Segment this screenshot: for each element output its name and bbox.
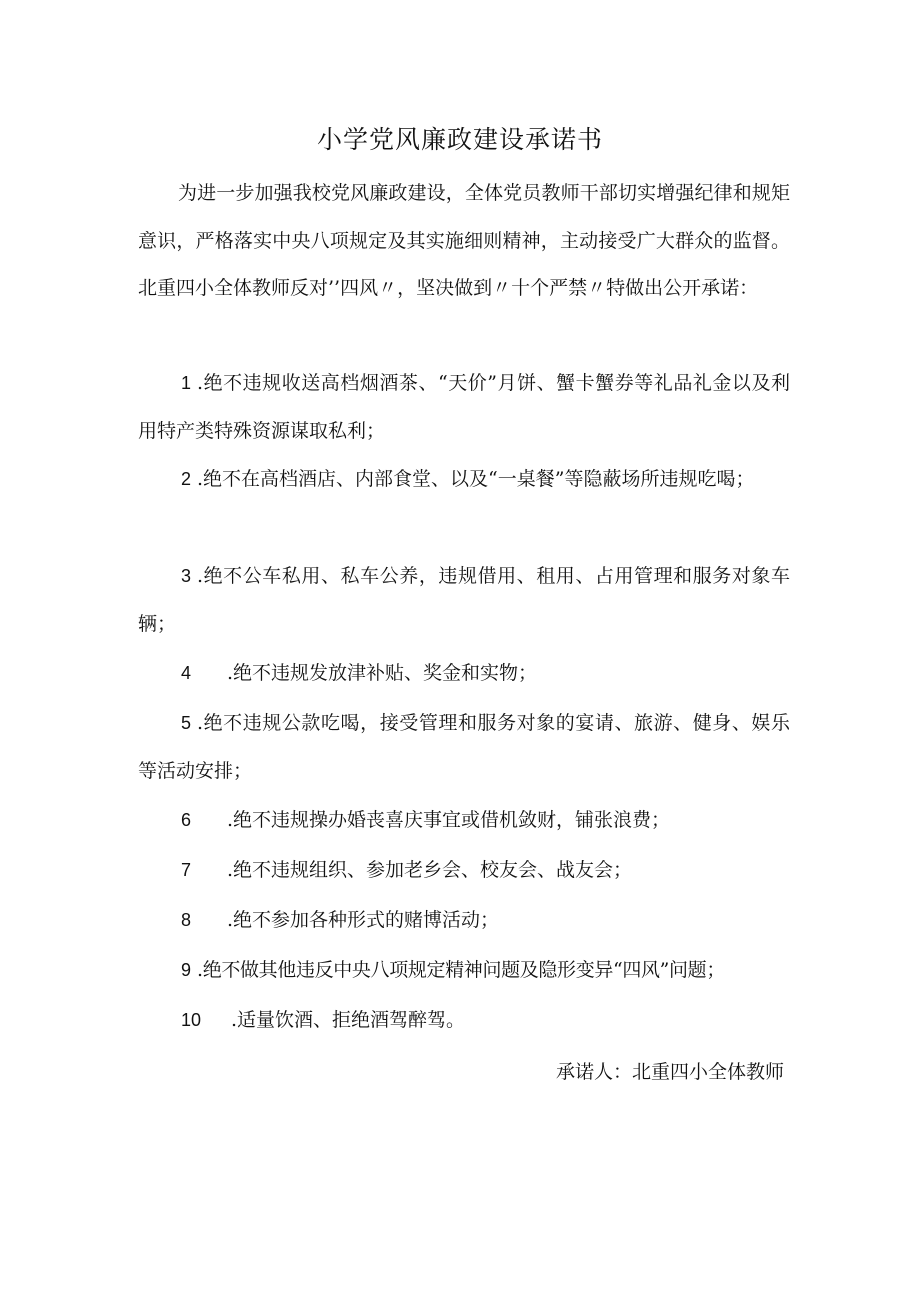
pledge-text: .绝不在高档酒店、内部食堂、以及“一桌餐”等隐蔽场所违规吃喝； — [197, 468, 755, 490]
pledge-text: .绝不违规发放津补贴、奖金和实物； — [227, 662, 538, 684]
pledge-text: .绝不违规操办婚丧喜庆事宜或借机敛财，铺张浪费； — [227, 809, 671, 831]
document-title: 小学党风廉政建设承诺书 — [316, 125, 603, 154]
pledge-number: 5 — [181, 713, 192, 733]
pledge-number: 1 — [181, 373, 192, 393]
pledge-item-7 — [138, 847, 790, 895]
pledge-number: 10 — [181, 1010, 202, 1030]
pledge-number: 6 — [181, 810, 192, 830]
pledge-text: .绝不违规收送高档烟酒茶、“天价”月饼、蟹卡蟹券等礼品礼金以及利用特产类特殊资源谋取私利； — [138, 372, 790, 442]
pledge-text: .绝不公车私用、私车公养，违规借用、租用、占用管理和服务对象车辆； — [138, 565, 790, 635]
pledge-text: .绝不参加各种形式的赌博活动； — [227, 909, 500, 931]
pledge-number: 2 — [181, 469, 192, 489]
pledge-number: 4 — [181, 663, 192, 683]
pledge-text: .绝不违规组织、参加老乡会、校友会、战友会； — [227, 859, 633, 881]
pledge-item-4 — [138, 650, 790, 698]
pledge-item-3 — [138, 553, 790, 648]
pledge-number: 7 — [181, 860, 192, 880]
pledge-item-5 — [138, 700, 790, 795]
intro-paragraph: 为进一步加强我校党风廉政建设，全体党员教师干部切实增强纪律和规矩意识，严格落实中央八项规定及其实施细则精神，主动接受广大群众的监督。北重四小全体教师反对’’四风〃，坚决做到〃十个严禁〃特做出公开承诺： — [138, 182, 790, 299]
pledge-item-8 — [138, 897, 790, 945]
pledge-item-1 — [138, 360, 790, 455]
pledge-number: 3 — [181, 566, 192, 586]
pledge-item-2 — [138, 456, 790, 504]
pledge-item-6 — [138, 797, 790, 845]
pledge-text: .绝不违规公款吃喝，接受管理和服务对象的宴请、旅游、健身、娱乐等活动安排； — [138, 712, 790, 782]
signature-line: 承诺人：北重四小全体教师 — [555, 1061, 784, 1083]
pledge-text: .绝不做其他违反中央八项规定精神问题及隐形变异“四风”问题； — [197, 959, 725, 981]
pledge-text: .适量饮酒、拒绝酒驾醉驾。 — [231, 1009, 466, 1031]
pledge-number: 8 — [181, 910, 192, 930]
pledge-item-9 — [138, 947, 790, 995]
pledge-number: 9 — [181, 960, 191, 980]
pledge-item-10 — [138, 997, 790, 1045]
